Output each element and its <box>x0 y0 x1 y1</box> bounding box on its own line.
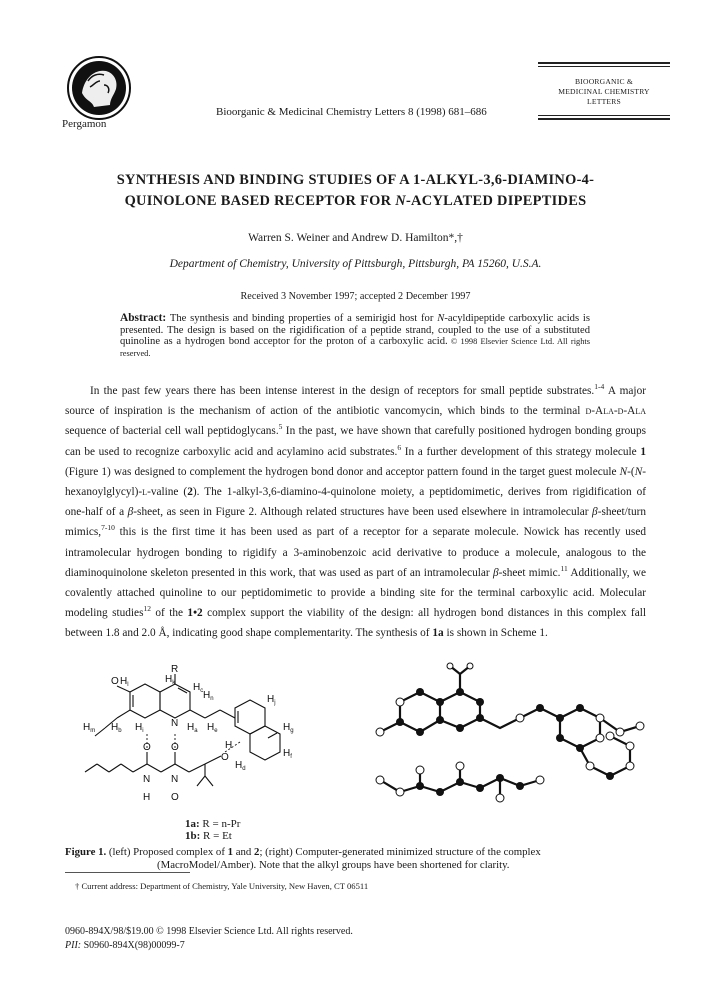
figure-caption-label: Figure 1. <box>65 846 107 858</box>
footnote: † Current address: Department of Chemistry, Yale University, New Haven, CT 06511 <box>75 881 369 891</box>
complex-structure-diagram <box>75 664 325 814</box>
publisher-logo <box>66 55 132 121</box>
atom-label-o: O <box>143 742 151 753</box>
journal-reference: Bioorganic & Medicinal Chemistry Letters 8 (1998) 681–686 <box>216 106 487 118</box>
atom-label-hk: $H_k$ <box>165 674 176 686</box>
atom-label-hj: $H_j$ <box>267 694 276 706</box>
atom-label-hn: $H_n$ <box>203 690 214 702</box>
pii-line: PII: S0960-894X(98)00099-7 <box>65 940 185 951</box>
abstract: Abstract: The synthesis and binding properties of a semirigid host for N-acyldipeptide carboxylic acids is presented. The design is based on the rigidification of a peptide strand, coupled to the use of a substituted quinoline as a hydrogen bond acceptor for the proton of a carboxylic acid. © 1998 Elsevier Science Ltd. All rights reserved. <box>120 312 590 358</box>
minimized-structure-model <box>360 662 670 822</box>
issn-line: 0960-894X/98/$19.00 © 1998 Elsevier Science Ltd. All rights reserved. <box>65 926 353 937</box>
atom-label-he: $H_e$ <box>207 722 218 734</box>
affiliation: Department of Chemistry, University of Pittsburgh, Pittsburgh, PA 15260, U.S.A. <box>169 258 542 270</box>
body-paragraph: In the past few years there has been intense interest in the design of receptors for small peptide substrates.$^{1-4}$ A major source of inspiration is the mechanism of action of the antibiotic vancomycin, which binds to the terminal d-Ala-d-Ala sequence of bacterial cell wall peptidoglycans.$^5$ In the past, we have shown that carefully positioned hydrogen bonding groups can be used to recognize carboxylic acid and acylamino acid substrates.$^6$ In a further development of this strategy molecule 1 (Figure 1) was designed to complement the hydrogen bond donor and acceptor pattern found in the target guest molecule N-(N-hexanoylglycyl)-l-valine (2). The 1-alkyl-3,6-diamino-4-quinolone moiety, a peptidomimetic, derives from rigidification of one-half of a β-sheet, as seen in Figure 2. Although related structures have been used elsewhere in intramolecular β-sheet/turn mimics,$^{7-10}$ this is the first time it has been used as part of a receptor for a separate molecule. Nowick has recently used intramolecular hydrogen bonding to rigidify a 3-aminobenzoic acid derivative to produce a molecule, analogous to the diaminoquinolone skeleton presented in this work, that was used as part of an intramolecular β-sheet mimic.$^{11}$ Additionally, we covalently attached quinoline to our peptidomimetic to provide a binding site for the terminal carboxylic acid. Molecular modeling studies$^{12}$ of the 1•2 complex support the viability of the design: all hydrogen bond distances in this complex fall between 1.8 and 2.0 Å, indicating good shape complementarity. The synthesis of 1a is shown in Scheme 1. <box>65 382 647 640</box>
authors: Warren S. Weiner and Andrew D. Hamilton*,† <box>248 232 463 244</box>
atom-label-h: H <box>143 792 151 803</box>
atom-label-hm: $H_m$ <box>83 722 96 734</box>
abstract-label: Abstract: <box>120 312 167 324</box>
atom-label-n: N <box>143 774 151 785</box>
journal-name: BIOORGANIC & MEDICINAL CHEMISTRY LETTERS <box>558 77 650 106</box>
received-dates: Received 3 November 1997; accepted 2 December 1997 <box>240 291 471 302</box>
header-rule <box>538 118 670 120</box>
atom-label-o: O <box>111 676 119 687</box>
article-title: SYNTHESIS AND BINDING STUDIES OF A 1-ALKYL-3,6-DIAMINO-4- QUINOLONE BASED RECEPTOR FOR N-ACYLATED DIPEPTIDES <box>116 172 595 209</box>
footnote-rule <box>65 872 190 873</box>
atom-label-hd: $H_d$ <box>235 760 246 772</box>
atom-label-n: N <box>171 774 179 785</box>
figure-caption: Figure 1. (left) Proposed complex of 1 and 2; (right) Computer-generated minimized structure of the complex (MacroModel/Amber). Note that the alkyl groups have been shortened for clarity. <box>65 846 541 871</box>
atom-label-hf: $H_f$ <box>283 748 292 760</box>
atom-label-hb: $H_b$ <box>111 722 122 734</box>
atom-label-o: O <box>221 752 229 763</box>
atom-label-hl: $H_l$ <box>120 676 129 688</box>
compound-1a: 1a: R = n-Pr <box>185 818 241 830</box>
header-rule <box>538 66 670 67</box>
header-rule <box>538 62 670 64</box>
atom-label-ha: $H_a$ <box>187 722 198 734</box>
publisher-name: Pergamon <box>62 118 107 130</box>
atom-label-hg: $H_g$ <box>283 722 294 734</box>
atom-label-h: H <box>225 740 233 751</box>
atom-label-n: N <box>171 718 179 729</box>
compound-1b: 1b: R = Et <box>185 830 232 842</box>
atom-label-r: R <box>171 664 179 675</box>
compound-labels <box>185 818 240 842</box>
atom-label-hc: $H_c$ <box>193 682 204 694</box>
atom-label-hi: $H_i$ <box>135 722 144 734</box>
atom-label-o: O <box>171 742 179 753</box>
abstract-copyright: © 1998 Elsevier Science Ltd. All rights reserved. <box>120 337 590 358</box>
header-rule <box>538 115 670 116</box>
journal-name-block <box>538 62 670 122</box>
atom-label-o: O <box>171 792 179 803</box>
